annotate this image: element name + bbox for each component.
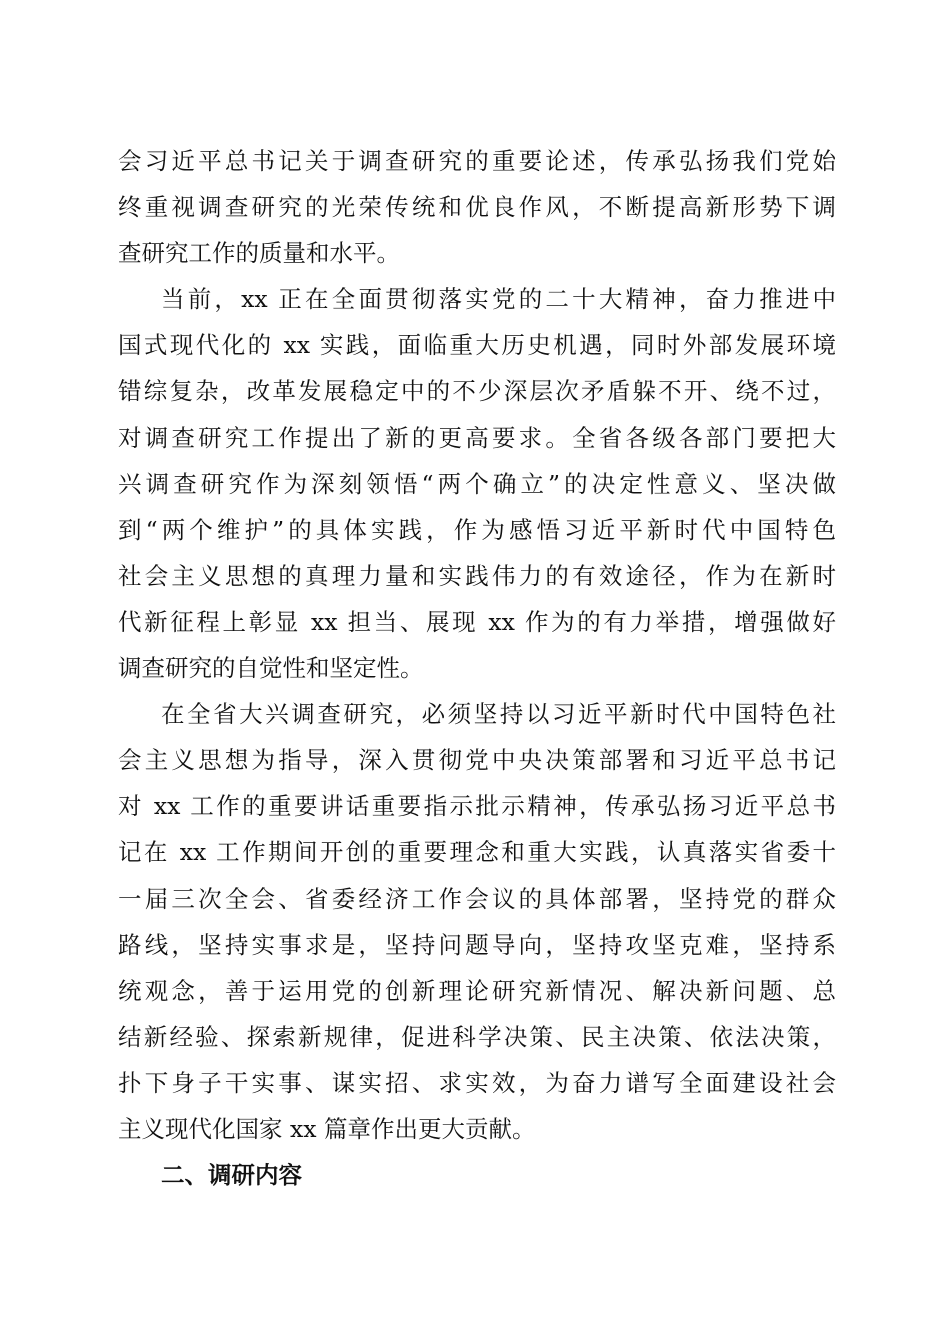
document-page [118,138,836,1198]
text-line: 统观念，善于运用党的创新理论研究新情况、解决新问题、总 [118,976,836,1005]
text-line: 对调查研究工作提出了新的更高要求。全省各级各部门要把大 [118,423,836,452]
text-line: 终重视调查研究的光荣传统和优良作风，不断提高新形势下调 [118,193,836,222]
text-line: 会主义思想为指导，深入贯彻党中央决策部署和习近平总书记 [118,746,836,775]
text-line: 到“两个维护”的具体实践，作为感悟习近平新时代中国特色 [118,515,836,544]
text-line: 错综复杂，改革发展稳定中的不少深层次矛盾躲不开、绕不过， [118,377,836,406]
text-line: 记在 xx 工作期间开创的重要理念和重大实践，认真落实省委十 [118,838,836,867]
text-line: 调查研究的自觉性和坚定性。 [118,654,424,683]
text-line: 在全省大兴调查研究，必须坚持以习近平新时代中国特色社 [161,700,836,729]
paragraph-current-situation [118,276,836,691]
paragraph-continuation [118,138,836,276]
text-line: 对 xx 工作的重要讲话重要指示批示精神，传承弘扬习近平总书 [118,792,836,821]
paragraph-guiding-principles [118,691,836,1152]
section-heading: 二、调研内容 [161,1161,302,1190]
text-line: 查研究工作的质量和水平。 [118,239,400,268]
text-line: 当前，xx 正在全面贯彻落实党的二十大精神，奋力推进中 [161,285,836,314]
text-line: 国式现代化的 xx 实践，面临重大历史机遇，同时外部发展环境 [118,331,836,360]
text-line: 主义现代化国家 xx 篇章作出更大贡献。 [118,1114,536,1143]
text-line: 会习近平总书记关于调查研究的重要论述，传承弘扬我们党始 [118,147,836,175]
text-line: 代新征程上彰显 xx 担当、展现 xx 作为的有力举措，增强做好 [118,607,836,636]
text-line: 一届三次全会、省委经济工作会议的具体部署，坚持党的群众 [118,884,836,913]
text-line: 结新经验、探索新规律，促进科学决策、民主决策、依法决策， [118,1022,836,1051]
text-line: 路线，坚持实事求是，坚持问题导向，坚持攻坚克难，坚持系 [118,930,836,959]
text-line: 社会主义思想的真理力量和实践伟力的有效途径，作为在新时 [118,561,836,590]
text-line: 兴调查研究作为深刻领悟“两个确立”的决定性意义、坚决做 [118,469,836,498]
text-line: 扑下身子干实事、谋实招、求实效，为奋力谱写全面建设社会 [118,1068,836,1097]
